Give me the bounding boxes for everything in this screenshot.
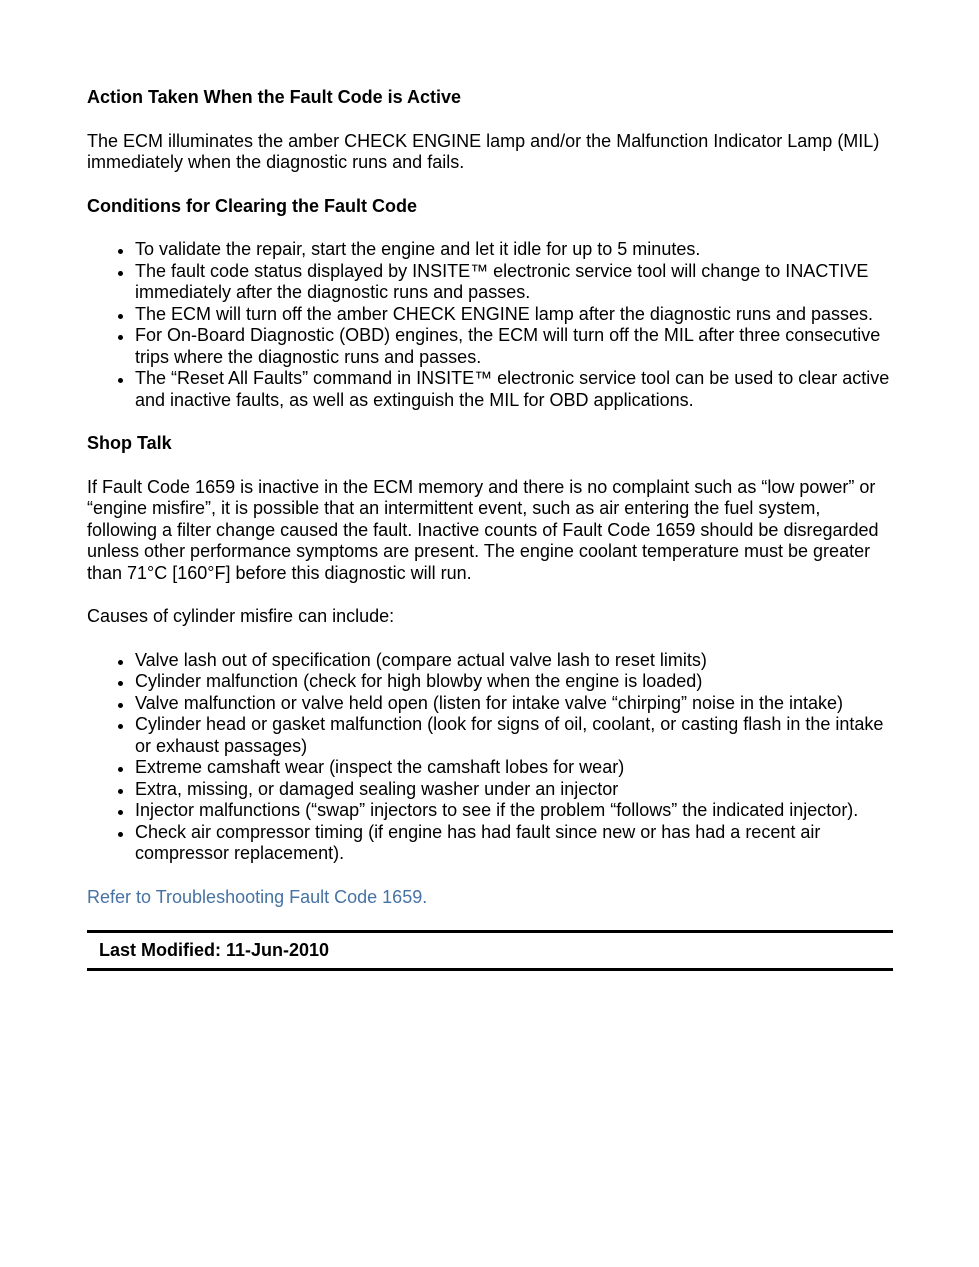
list-item: Cylinder head or gasket malfunction (look for signs of oil, coolant, or casting flash in the intake or exhaust passages)	[135, 714, 893, 757]
list-item: Extra, missing, or damaged sealing washer under an injector	[135, 779, 893, 801]
causes-intro: Causes of cylinder misfire can include:	[87, 606, 395, 626]
troubleshooting-link[interactable]: Refer to Troubleshooting Fault Code 1659.	[87, 886, 428, 907]
action-text: The ECM illuminates the amber CHECK ENGINE lamp and/or the Malfunction Indicator Lamp (MIL) immediately when the diagnostic runs and fails.	[87, 130, 880, 172]
action-heading: Action Taken When the Fault Code is Active	[87, 87, 462, 107]
list-item: The fault code status displayed by INSITE™ electronic service tool will change to INACTIVE immediately after the diagnostic runs and passes.	[135, 261, 893, 304]
clearing-list	[87, 239, 893, 411]
shop-talk-text: If Fault Code 1659 is inactive in the ECM memory and there is no complaint such as “low power” or “engine misfire”, it is possible that an intermittent event, such as air entering the fuel system, following a filter change caused the fault. Inactive counts of Fault Code 1659 should be disregarded unless other performance symptoms are present. The engine coolant temperature must be greater than 71°C [160°F] before this diagnostic will run.	[87, 476, 879, 583]
list-item: To validate the repair, start the engine and let it idle for up to 5 minutes.	[135, 239, 893, 261]
list-item: For On-Board Diagnostic (OBD) engines, the ECM will turn off the MIL after three consecutive trips where the diagnostic runs and passes.	[135, 325, 893, 368]
document-page	[87, 87, 893, 971]
list-item: Valve lash out of specification (compare actual valve lash to reset limits)	[135, 650, 893, 672]
list-item: Valve malfunction or valve held open (listen for intake valve “chirping” noise in the intake)	[135, 693, 893, 715]
shop-talk-heading: Shop Talk	[87, 433, 172, 453]
last-modified-text: Last Modified: 11-Jun-2010	[99, 940, 330, 960]
causes-list	[87, 650, 893, 865]
list-item: Cylinder malfunction (check for high blowby when the engine is loaded)	[135, 671, 893, 693]
list-item: The ECM will turn off the amber CHECK ENGINE lamp after the diagnostic runs and passes.	[135, 304, 893, 326]
clearing-heading: Conditions for Clearing the Fault Code	[87, 195, 417, 216]
list-item: Injector malfunctions (“swap” injectors to see if the problem “follows” the indicated injector).	[135, 800, 893, 822]
list-item: Extreme camshaft wear (inspect the camshaft lobes for wear)	[135, 757, 893, 779]
list-item: Check air compressor timing (if engine has had fault since new or has had a recent air compressor replacement).	[135, 822, 893, 865]
list-item: The “Reset All Faults” command in INSITE™ electronic service tool can be used to clear active and inactive faults, as well as extinguish the MIL for OBD applications.	[135, 368, 893, 411]
last-modified-bar	[87, 930, 893, 971]
